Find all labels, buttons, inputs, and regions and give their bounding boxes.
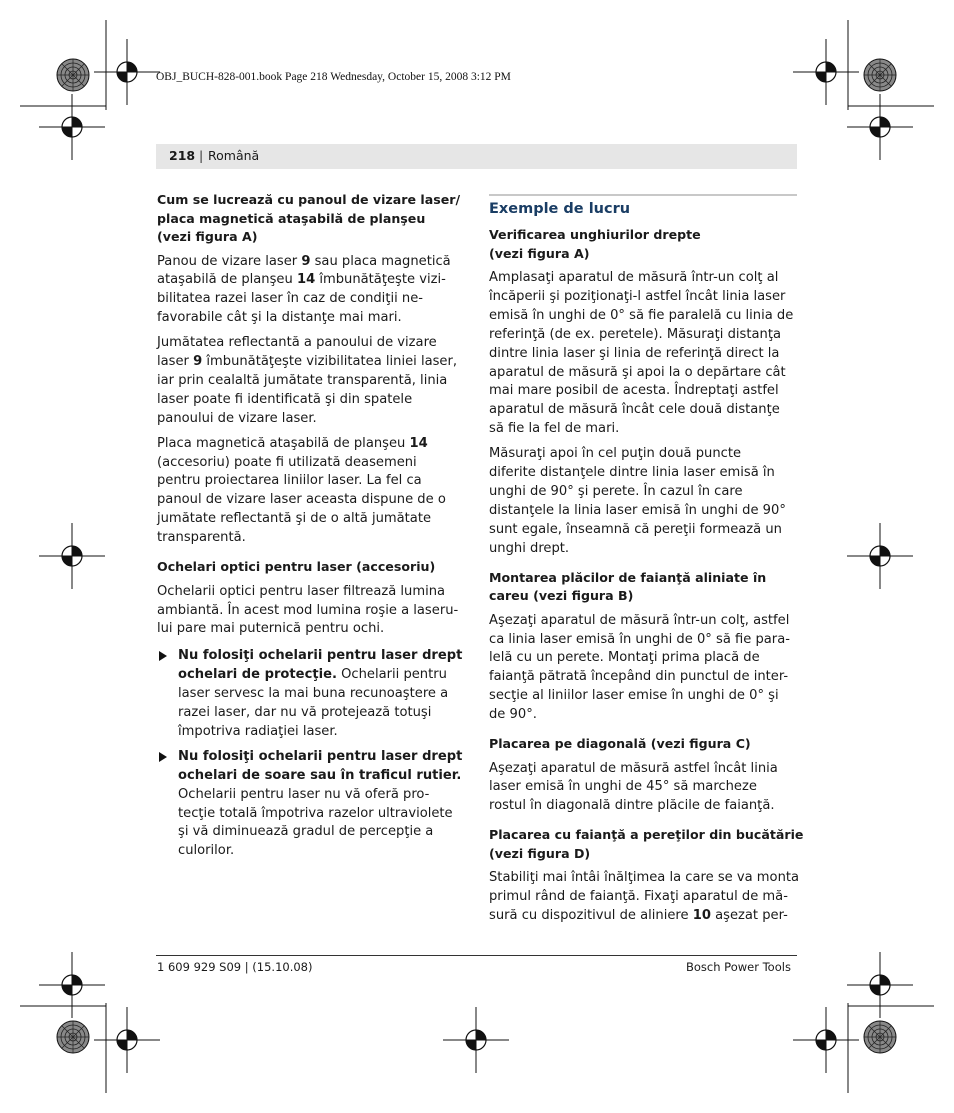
paragraph: Ochelarii optici pentru laser filtrează lumina ambiantă. În acest mod lumina roşie a laseru- lui pare mai puternică pentru ochi. xyxy=(157,583,459,637)
paragraph: Jumătatea reflectantă a panoului de vizare laser 9 îmbunătăţeşte vizibilitatea liniei laser, iar prin cealaltă jumătate transparentă, linia laser poate fi identificată şi din spatele panoului de vizare laser. xyxy=(157,335,458,426)
paragraph: Aşezaţi aparatul de măsură astfel încât linia laser emisă în unghi de 45° să marcheze rostul în diagonală dintre plăcile de faianţă. xyxy=(489,760,778,814)
bullet-triangle-icon xyxy=(159,651,167,661)
print-slug: OBJ_BUCH-828-001.book Page 218 Wednesday, October 15, 2008 3:12 PM xyxy=(156,71,511,83)
right-column xyxy=(489,191,804,932)
footer-doc-number: 1 609 929 S09 | (15.10.08) xyxy=(157,960,313,974)
heading-diagonal: Placarea pe diagonală (vezi figura C) xyxy=(489,736,751,752)
page-number: 218 xyxy=(169,148,196,163)
footer-rule xyxy=(156,955,797,956)
paragraph: Placa magnetică ataşabilă de planşeu 14 (accesoriu) poate fi utilizată deasemeni pentru proiectarea liniilor laser. La fel ca panoul de vizare laser aceasta dispune de o jumătate reflectantă şi de o altă jumătate transparentă. xyxy=(157,435,446,546)
heading-laser-glasses: Ochelari optici pentru laser (accesoriu) xyxy=(157,559,436,575)
paragraph: Aşezaţi aparatul de măsură într-un colţ, astfel ca linia laser emisă în unghi de 0° să fie para- lelă cu un perete. Montaţi prima placă de faianţă pătrată începând din punctul de inter- secţie al liniilor laser emise în unghi de 0° şi de 90°. xyxy=(489,612,790,723)
bullet-triangle-icon xyxy=(159,752,167,762)
paragraph: Măsuraţi apoi în cel puţin două puncte diferite distanţele dintre linia laser emisă în unghi de 90° şi perete. În cazul în care distanţele la linia laser emisă în unghi de 90° sunt egale, înseamnă că pereţii formează un unghi drept. xyxy=(489,446,786,556)
left-column xyxy=(157,191,465,867)
heading-right-angles: Verificarea unghiurilor drepte (vezi figura A) xyxy=(489,227,701,261)
warning-bullet: Nu folosiţi ochelarii pentru laser drept ochelari de soare sau în traficul rutier. Ochelarii pentru laser nu vă oferă pro- tecţie totală împotriva razelor ultraviolete şi vă diminuează gradul de percepţie a culorilor. xyxy=(157,748,465,861)
footer-brand: Bosch Power Tools xyxy=(686,960,791,974)
heading-laser-target: Cum se lucrează cu panoul de vizare laser/ placa magnetică ataşabilă de planşeu (vezi figura A) xyxy=(157,192,461,244)
header-separator: | xyxy=(199,148,204,163)
section-title: Exemple de lucru xyxy=(489,201,631,217)
heading-tiles-grid: Montarea plăcilor de faianţă aliniate în careu (vezi figura B) xyxy=(489,569,767,604)
warning-bullet: Nu folosiţi ochelarii pentru laser drept ochelari de protecţie. Ochelarii pentru laser servesc la mai buna recunoaştere a razei laser, dar nu vă protejează totuşi împotriva radiaţiei laser. xyxy=(157,647,465,742)
paragraph: Amplasaţi aparatul de măsură într-un colţ al încăperii şi poziţionaţi-l astfel încât linia laser emisă în unghi de 0° să fie paralelă cu linia de referinţă (de ex. peretele). Măsuraţi distanţa dintre linia laser şi linia de referinţă direct la aparatul de măsură şi apoi la o depărtare cât mai mare posibil de acesta. Îndreptaţi astfel aparatul de măsură încât cele două distanţe să fie la fel de mari. xyxy=(489,270,794,437)
heading-kitchen-walls: Placarea cu faianţă a pereţilor din bucătărie (vezi figura D) xyxy=(489,827,804,861)
paragraph: Stabiliţi mai întâi înălţimea la care se va monta primul rând de faianţă. Fixaţi aparatul de mă- sură cu dispozitivul de aliniere 10 aşezat per- xyxy=(489,870,800,924)
paragraph: Panou de vizare laser 9 sau placa magnetică ataşabilă de planşeu 14 îmbunătăţeşte vizi- bilitatea razei laser în caz de condiţii ne- favorabile cât şi la distanţe mai mari. xyxy=(157,253,451,326)
header-language: Română xyxy=(208,148,260,163)
page-header xyxy=(156,144,797,169)
